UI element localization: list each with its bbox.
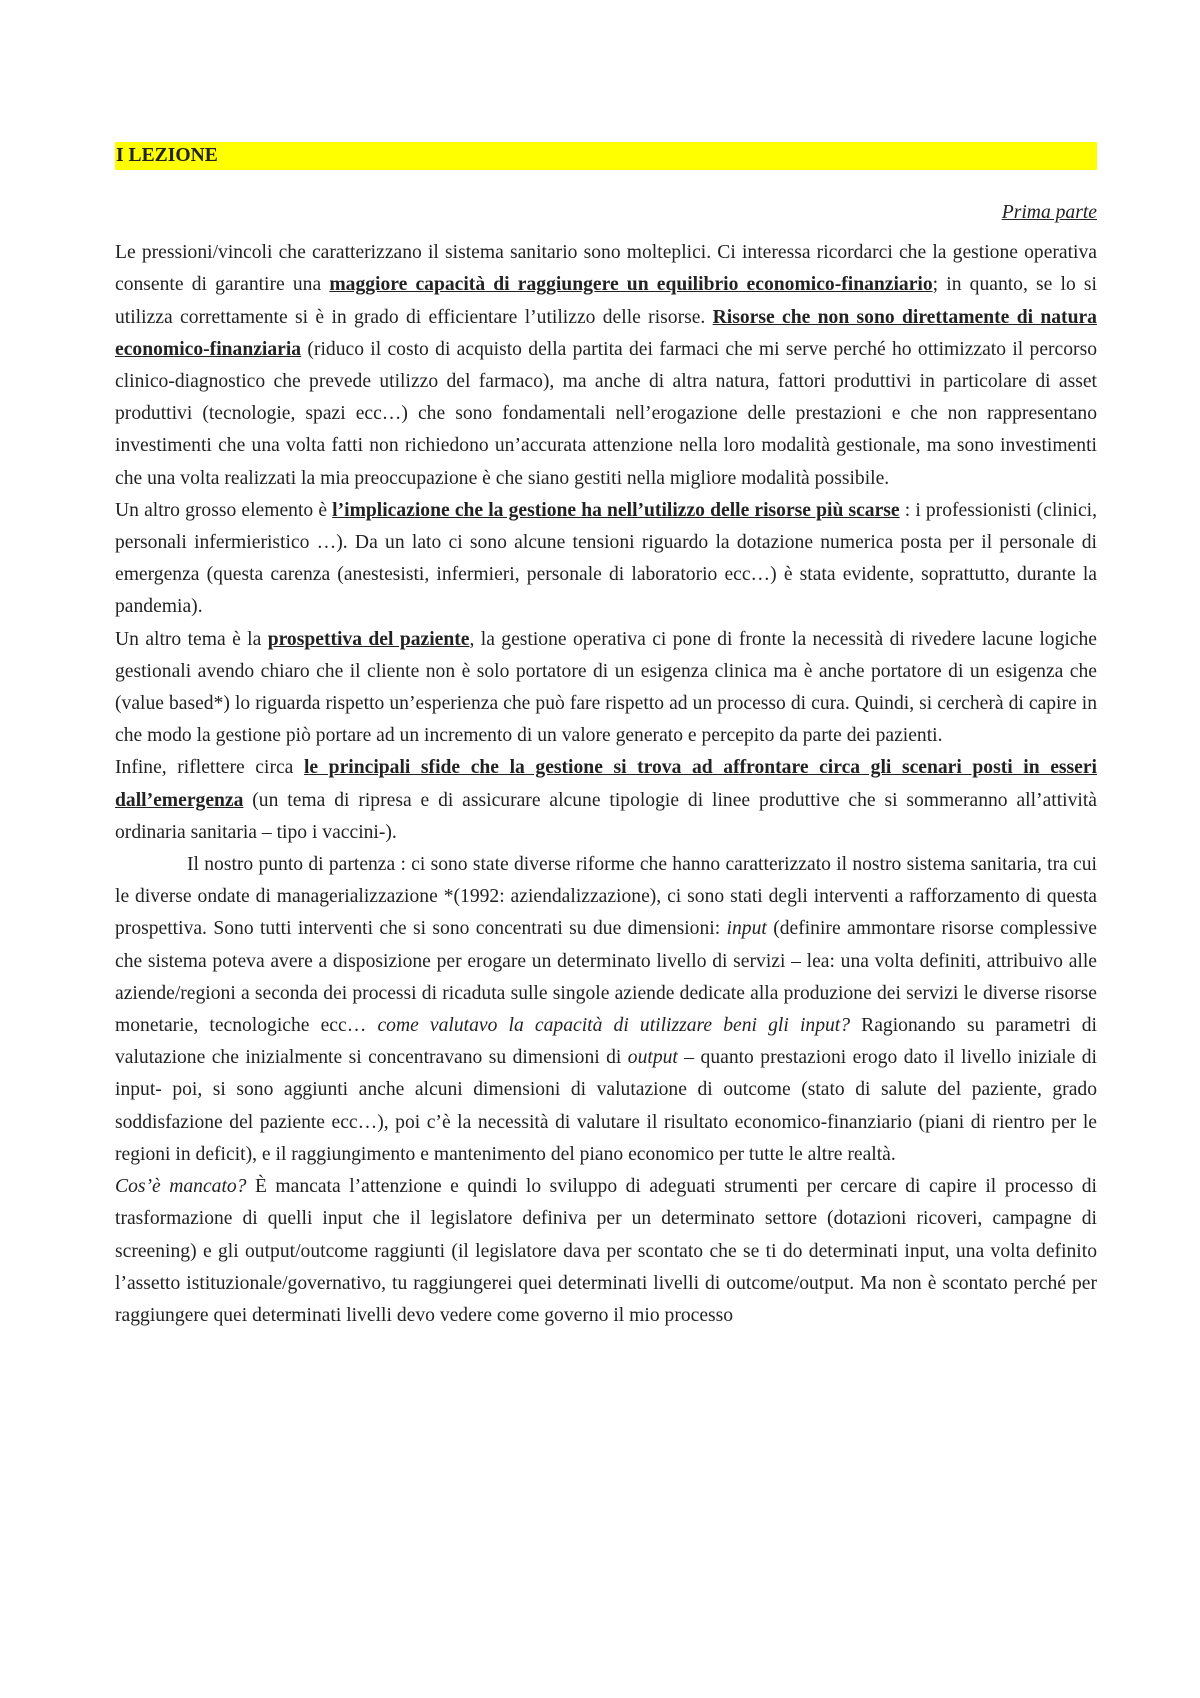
paragraph-text: Le pressioni/vincoli che caratterizzano il sistema sanitario sono molteplici. Ci interessa ricordarci che la gestione operativa consente di garantire una [115,242,1097,296]
paragraph-text: ; in quanto, se lo si utilizza correttamente si è in grado di efficientare l’utilizzo delle risorse. [115,274,1097,328]
emphasis-text: input [726,918,767,940]
paragraph [115,495,1097,624]
paragraph-text: : i professionisti (clinici, personali infermieristico …). Da un lato ci sono alcune tensioni riguardo la dotazione numerica posta per il personale di emergenza (questa carenza (anestesisti, infermieri, personale di laboratorio ecc…) è stata evidente, soprattutto, durante la pandemia). [115,499,1097,618]
key-concept: maggiore capacità di raggiungere un equilibrio economico-finanziario [329,274,933,296]
lesson-heading: I LEZIONE [115,142,1097,170]
key-concept: prospettiva del paziente [267,628,470,650]
paragraph-text: , la gestione operativa ci pone di fronte la necessità di rivedere lacune logiche gestionali avendo chiaro che il cliente non è solo portatore di un esigenza clinica ma è anche portatore di un esigenza che (value based*) lo riguarda rispetto un’esperienza che può fare rispetto ad un processo di cura. Quindi, si cercherà di capire in che modo la gestione piò portare ad un incremento di un valore generato e percepito da parte dei pazienti. [115,628,1097,747]
key-concept: le principali sfide che la gestione si trova ad affrontare circa gli scenari posti in esseri dall’emergenza [115,757,1097,811]
key-concept: l’implicazione che la gestione ha nell’utilizzo delle risorse più scarse [332,499,900,521]
paragraph [115,752,1097,849]
document-body [115,142,1097,1332]
paragraph [115,624,1097,753]
paragraph-text: Un altro tema è la [115,628,268,650]
paragraph-text: Il nostro punto di partenza : ci sono state diverse riforme che hanno caratterizzato il nostro sistema sanitaria, tra cui le diverse ondate di managerializzazione *(1992: aziendalizzazione), ci sono stati degli interventi a rafforzamento di questa prospettiva. Sono tutti interventi che si sono concentrati su due dimensioni: [115,854,1097,940]
paragraph-text: (riduco il costo di acquisto della partita dei farmaci che mi serve perché ho ottimizzato il percorso clinico-diagnostico che prevede utilizzo del farmaco), ma anche di altra natura, fattori produttivi in particolare di asset produttivi (tecnologie, spazi ecc…) che sono fondamentali nell’erogazione delle prestazioni e che non rappresentano investimenti che una volta fatti non richiedono un’accurata attenzione nella loro modalità gestionale, ma sono investimenti che una volta realizzati la mia preoccupazione è che siano gestiti nella migliore modalità possibile. [115,338,1097,489]
emphasis-text: Cos’è mancato? [115,1176,247,1198]
paragraph-text: È mancata l’attenzione e quindi lo sviluppo di adeguati strumenti per cercare di capire il processo di trasformazione di quelli input che il legislatore definiva per un determinato settore (dotazioni ricoveri, campagne di screening) e gli output/outcome raggiunti (il legislatore dava per scontato che se ti do determinati input, una volta definito l’assetto istituzionale/governativo, tu raggiungerei quei determinati livelli di outcome/output. Ma non è scontato perché per raggiungere quei determinati livelli devo vedere come governo il mio processo [115,1176,1098,1326]
paragraph-text: Ragionando su parametri di valutazione che inizialmente si concentravano su dimensioni di [115,1015,1098,1069]
paragraph-list [115,237,1097,1332]
paragraph [115,237,1097,495]
paragraph-text: Infine, riflettere circa [115,757,304,779]
emphasis-text: output [627,1047,678,1069]
emphasis-text: come valutavo la capacità di utilizzare beni gli input? [377,1015,851,1037]
paragraph-text: (definire ammontare risorse complessive che sistema poteva avere a disposizione per erogare un determinato livello di servizi – lea: una volta definiti, attribuivo alle aziende/regioni a seconda dei processi di ricaduta sulle singole aziende dedicate alla produzione dei servizi le diverse risorse monetarie, tecnologiche ecc… [115,918,1097,1037]
paragraph [115,1171,1097,1332]
key-concept: Risorse che non sono direttamente di natura economico-finanziaria [115,306,1097,360]
paragraph-text: (un tema di ripresa e di assicurare alcune tipologie di linee produttive che si sommeranno all’attività ordinaria sanitaria – tipo i vaccini-). [115,789,1097,843]
paragraph [115,849,1097,1171]
paragraph-text: Un altro grosso elemento è [115,499,333,521]
paragraph-text: – quanto prestazioni erogo dato il livello iniziale di input- poi, si sono aggiunti anche alcuni dimensioni di valutazione di outcome (stato di salute del paziente, grado soddisfazione del paziente ecc…), poi c’è la necessità di valutare il risultato economico-finanziario (piani di rientro per le regioni in deficit), e il raggiungimento e mantenimento del piano economico per tutte le altre realtà. [115,1047,1097,1165]
section-subtitle: Prima parte [1001,202,1097,223]
